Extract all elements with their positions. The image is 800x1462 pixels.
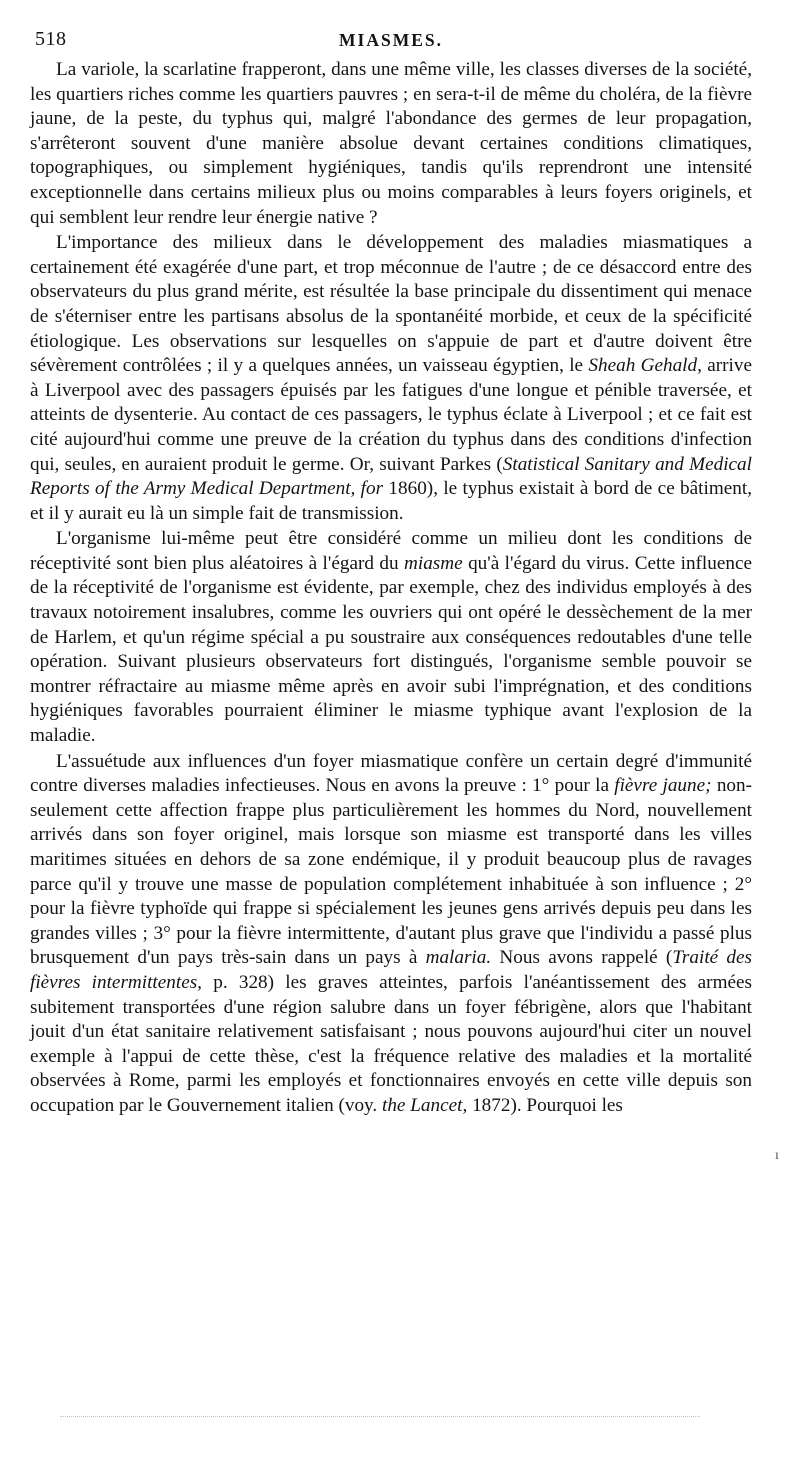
text-run: non-seulement cette affection frappe plus particulièrement les hommes du Nord, nouvellement arrivés dans son foyer originel, mais lorsque son miasme est transporté dans les villes maritimes situées en dehors de sa zone endémique, il y produit beaucoup plus de ravages parce qu'il y trouve une masse de population complétement inhabituée à son influence ; 2° pour la fièvre typhoïde qui frappe si spécialement les jeunes gens arrivés depuis peu dans les grandes villes ; 3° pour la fièvre intermittente, d'autant plus grave que l'individu a passé plus brusquement d'un pays très-sain dans un pays à xyxy=(30,775,752,969)
margin-tick-mark: ı xyxy=(775,1148,779,1163)
paragraph xyxy=(30,231,752,526)
paragraph xyxy=(30,750,752,1119)
body-text xyxy=(30,58,752,1119)
italic-text-run: miasme xyxy=(404,552,463,574)
paragraph xyxy=(30,527,752,748)
italic-text-run: Sheah Gehald, xyxy=(588,355,702,377)
text-run: p. 328) les graves atteintes, parfois l'anéantissement des armées subitement transportées d'une région salubre dans un foyer fébrigène, alors que l'habitant jouit d'un état sanitaire relativement satisfaisant ; nous pouvons aujourd'hui citer un nouvel exemple à l'appui de cette thèse, c'est la fréquence relative des maladies et la mortalité observées à Rome, parmi les employés et fonctionnaires envoyés en cette ville depuis son occupation par le Gouvernement italien (voy. xyxy=(30,971,752,1116)
italic-text-run: fièvre jaune; xyxy=(614,775,712,797)
page-bottom-specks xyxy=(60,1416,700,1421)
paragraph xyxy=(30,58,752,230)
italic-text-run: Traité des fièvres intermittentes, xyxy=(30,947,752,993)
text-run: Nous avons rappelé ( xyxy=(491,947,673,969)
page-number: 518 xyxy=(35,28,67,50)
text-run: 1860), le typhus existait à bord de ce bâtiment, et il y aurait eu là un simple fait de transmission. xyxy=(30,478,752,524)
text-run: L'importance des milieux dans le développement des maladies miasmatiques a certainement été exagérée d'une part, et trop méconnue de l'autre ; de ce désaccord entre des observateurs du plus grand mérite, est résultée la base principale du dissentiment qui menace de s'éterniser entre les partisans absolus de la spontanéité morbide, et ceux de la spécificité étiologique. Les observations sur lesquelles on s'appuie de part et d'autre doivent être sévèrement contrôlées ; il y a quelques années, un vaisseau égyptien, le xyxy=(30,232,752,377)
text-run: L'organisme lui-même peut être considéré comme un milieu dont les conditions de réceptivité sont bien plus aléatoires à l'égard du xyxy=(30,528,752,574)
text-run: arrive à Liverpool avec des passagers épuisés par les fatigues d'une longue et pénible traversée, et atteints de dysenterie. Au contact de ces passagers, le typhus éclate à Liverpool ; et ce fait est cité aujourd'hui comme une preuve de la création du typhus dans des conditions d'infection qui, seules, en auraient produit le germe. Or, suivant Parkes ( xyxy=(30,355,752,475)
book-page xyxy=(30,24,752,1119)
text-run: L'assuétude aux influences d'un foyer miasmatique confère un certain degré d'immunité contre diverses maladies infectieuses. Nous en avons la preuve : 1° pour la xyxy=(30,750,752,797)
italic-text-run: malaria. xyxy=(425,947,492,969)
text-run: qu'à l'égard du virus. Cette influence de la réceptivité de l'organisme est évidente, par exemple, chez des individus employés à des travaux notoirement insalubres, comme les ouvriers qui ont opéré le dessèchement de la mer de Harlem, et qu'un régime spécial a pu soustraire aux conséquences redoutables d'une telle opération. Suivant plusieurs observateurs fort distingués, l'organisme semble pouvoir se montrer réfractaire au miasme même après en avoir subi l'imprégnation, et des conditions hygiéniques favorables pourraient éliminer le miasme typhique avant l'explosion de la maladie. xyxy=(30,552,752,747)
text-run: 1872). Pourquoi les xyxy=(467,1094,623,1116)
italic-text-run: Statistical Sanitary and Medical Reports of the Army Medical Department, for xyxy=(30,453,752,500)
text-run: La variole, la scarlatine frapperont, dans une même ville, les classes diverses de la société, les quartiers riches comme les quartiers pauvres ; en sera-t-il de même du choléra, de la fièvre jaune, de la peste, du typhus qui, malgré l'abondance des germes de leur propagation, s'arrêteront souvent d'une manière absolue devant certaines conditions climatiques, topographiques, ou simplement hygiéniques, tandis qu'ils reprendront une intensité exceptionnelle dans certains milieux plus ou moins comparables à leurs foyers originels, et qui semblent leur rendre leur énergie native ? xyxy=(30,59,752,228)
italic-text-run: the Lancet, xyxy=(382,1094,468,1116)
running-head xyxy=(30,24,752,58)
running-title: MIASMES. xyxy=(339,30,443,50)
